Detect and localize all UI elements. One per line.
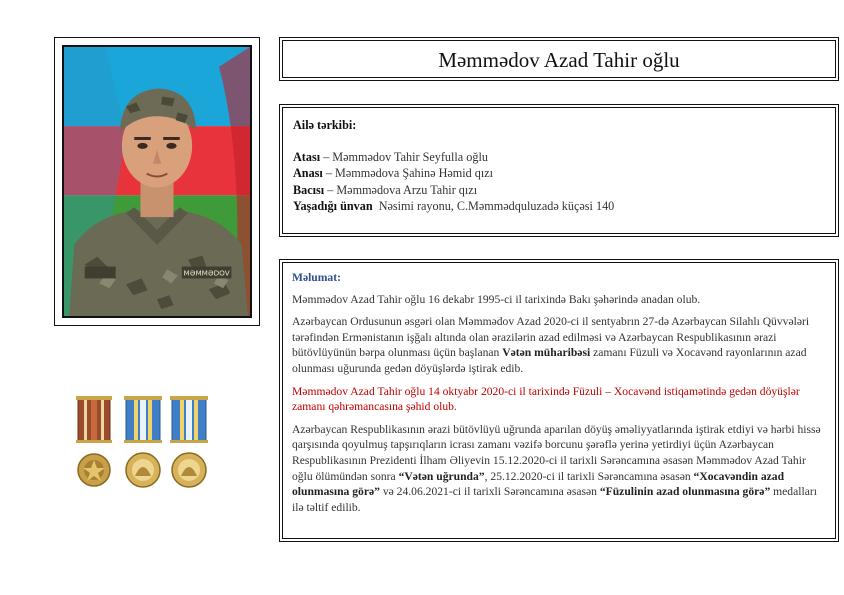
family-sep: –: [324, 182, 337, 197]
info-text: medalları ilə təltif edilib.: [292, 485, 817, 514]
portrait-image: [64, 47, 250, 316]
family-section: [279, 104, 839, 237]
info-section: [279, 259, 839, 542]
info-text: , 25.12.2020-ci il tarixli Sərəncamına əsasən: [484, 469, 694, 483]
family-row-father: [293, 149, 825, 166]
family-label: Yaşadığı ünvan: [293, 199, 373, 213]
name-banner: [279, 37, 839, 81]
info-text: Azərbaycan Ordusunun əsgəri olan Məmmədov Azad 2020-ci il sentyabrın 27-də Azərbaycan Silahlı Qüvvələri tərəfindən Ermənistanın işğalı altında olan ərazilərin azad edilməsi və Azərbaycan Respublikasının ərazi bütövlüyünün bərpa olunması üçün başlanan: [292, 315, 810, 360]
info-war-name: Vətən müharibəsi: [502, 346, 591, 360]
award-name: “Vətən uğrunda”: [398, 469, 485, 483]
info-awards-paragraph: [292, 422, 826, 516]
info-text: zamanı Füzuli və Xocavənd rayonlarının azad olunması uğurunda gedən döyüşlərdə iştirak edib.: [292, 346, 807, 375]
info-heading: Məlumat:: [292, 271, 341, 284]
medals-group: [74, 396, 214, 491]
family-label: Anası: [293, 166, 323, 180]
family-row-sister: [293, 182, 825, 199]
uniform-name-tag: MƏMMƏDOV: [183, 268, 230, 278]
info-birth-paragraph: Məmmədov Azad Tahir oğlu 16 dekabr 1995-ci il tarixində Bakı şəhərində anadan olub.: [292, 292, 701, 306]
family-value: Məmmədov Tahir Seyfulla oğlu: [332, 149, 488, 164]
award-name: “Füzulinin azad olunmasına görə”: [599, 485, 771, 499]
info-text: və 24.06.2021-ci il tarixli Sərəncamına əsasən: [379, 485, 600, 499]
family-row-address: [293, 198, 825, 215]
portrait-frame: [54, 37, 260, 326]
family-value: Məmmədova Arzu Tahir qızı: [336, 182, 478, 197]
family-heading: Ailə tərkibi:: [293, 118, 357, 132]
family-value: Nəsimi rayonu, C.Məmmədquluzadə küçəsi 140: [378, 199, 615, 213]
award-name: “Xocavəndin azad olunmasına görə”: [292, 469, 785, 499]
family-sep: –: [322, 166, 335, 180]
portrait-photo: [62, 45, 252, 318]
family-label: Atası: [293, 149, 321, 164]
family-value: Məmmədova Şahinə Həmid qızı: [335, 166, 494, 180]
medal-vetən-ugrunda-icon: [76, 396, 112, 486]
family-row-mother: [293, 165, 825, 182]
person-name: Məmmədov Azad Tahir oğlu: [438, 48, 680, 72]
info-service-paragraph: [292, 314, 826, 376]
info-text: Azərbaycan Respublikasının ərazi bütövlüyü uğrunda aparılan döyüş əməliyyatlarında iştirak etdiyi və hərbi hissə qarşısında qoyulmuş tapşırıqların icrası zamanı vəzifə borcunu şərəflə yerinə yetirdiyi üçün Azərbaycan Respublikasının Prezidenti İlham Əliyevin 15.12.2020-ci il tarixli Sərəncamına əsasən Məmmədov Azad Tahir oğlu ölümündən sonra: [292, 422, 821, 483]
medal-xocavend-icon: [124, 396, 162, 487]
family-label: Bacısı: [293, 182, 325, 197]
medal-fuzuli-icon: [170, 396, 208, 487]
info-martyr-paragraph: Məmmədov Azad Tahir oğlu 14 oktyabr 2020-ci il tarixində Füzuli – Xocavənd istiqamətində gedən döyüşlər zamanı qəhrəmancasına şəhid olub.: [292, 384, 800, 414]
family-sep: –: [320, 149, 333, 164]
